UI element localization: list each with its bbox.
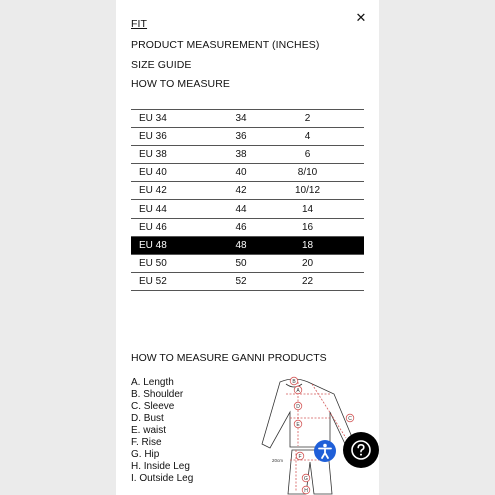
close-icon[interactable]: ✕ (355, 10, 367, 25)
size-cell: 34 (211, 110, 271, 128)
diagram-marker-label: B (292, 378, 296, 385)
size-cell: 18 (271, 236, 364, 254)
accessibility-icon (314, 440, 336, 462)
size-cell: EU 38 (131, 146, 211, 164)
diagram-marker-label: H (304, 487, 308, 494)
size-cell: 10/12 (271, 182, 364, 200)
size-cell: 8/10 (271, 164, 364, 182)
legend-item: F. Rise (131, 437, 162, 448)
legend-item: H. Inside Leg (131, 461, 190, 472)
size-cell: EU 46 (131, 218, 211, 236)
size-row (131, 200, 364, 218)
size-cell: EU 48 (131, 236, 211, 254)
size-row (131, 218, 364, 236)
tab-product-measurement[interactable]: PRODUCT MEASUREMENT (INCHES) (131, 39, 320, 51)
size-cell: 2 (271, 110, 364, 128)
size-cell: 52 (211, 272, 271, 290)
size-cell: 20 (271, 254, 364, 272)
size-cell: 6 (271, 146, 364, 164)
size-row (131, 272, 364, 290)
size-cell: 36 (211, 128, 271, 146)
size-cell: EU 40 (131, 164, 211, 182)
measure-section-title: HOW TO MEASURE GANNI PRODUCTS (131, 352, 327, 364)
size-cell: EU 34 (131, 110, 211, 128)
diagram-marker-label: G (304, 475, 308, 482)
size-cell: EU 36 (131, 128, 211, 146)
tab-fit[interactable]: FIT (131, 18, 148, 30)
size-cell: 44 (211, 200, 271, 218)
diagram-marker-label: C (348, 415, 352, 422)
size-table (131, 109, 364, 291)
size-cell: 16 (271, 218, 364, 236)
size-cell: 38 (211, 146, 271, 164)
legend-item: D. Bust (131, 413, 164, 424)
legend-item: G. Hip (131, 449, 160, 460)
size-cell: EU 44 (131, 200, 211, 218)
tab-how-to-measure[interactable]: HOW TO MEASURE (131, 78, 231, 90)
size-cell: 46 (211, 218, 271, 236)
diagram-marker-label: E (296, 421, 300, 428)
help-icon (350, 439, 372, 461)
size-row (131, 254, 364, 272)
size-row (131, 164, 364, 182)
size-cell: 50 (211, 254, 271, 272)
diagram-note: 20cm (272, 458, 284, 463)
legend-item: E. waist (131, 425, 167, 436)
diagram-marker-label: A (296, 387, 300, 394)
size-cell: EU 42 (131, 182, 211, 200)
accessibility-button[interactable] (314, 440, 336, 462)
legend-item: A. Length (131, 377, 174, 388)
legend-item: B. Shoulder (131, 389, 184, 400)
size-cell: 4 (271, 128, 364, 146)
size-row (131, 110, 364, 128)
tab-size-guide[interactable]: SIZE GUIDE (131, 59, 192, 71)
size-cell: EU 52 (131, 272, 211, 290)
size-cell: 42 (211, 182, 271, 200)
size-cell: 40 (211, 164, 271, 182)
size-cell: 22 (271, 272, 364, 290)
help-button[interactable] (343, 432, 379, 468)
diagram-marker-label: F (298, 453, 302, 460)
size-row (131, 182, 364, 200)
size-row (131, 236, 364, 254)
size-cell: 14 (271, 200, 364, 218)
size-row (131, 146, 364, 164)
legend-item: I. Outside Leg (131, 473, 194, 484)
size-row (131, 128, 364, 146)
diagram-marker-label: D (296, 403, 300, 410)
size-cell: 48 (211, 236, 271, 254)
size-cell: EU 50 (131, 254, 211, 272)
legend-item: C. Sleeve (131, 401, 175, 412)
